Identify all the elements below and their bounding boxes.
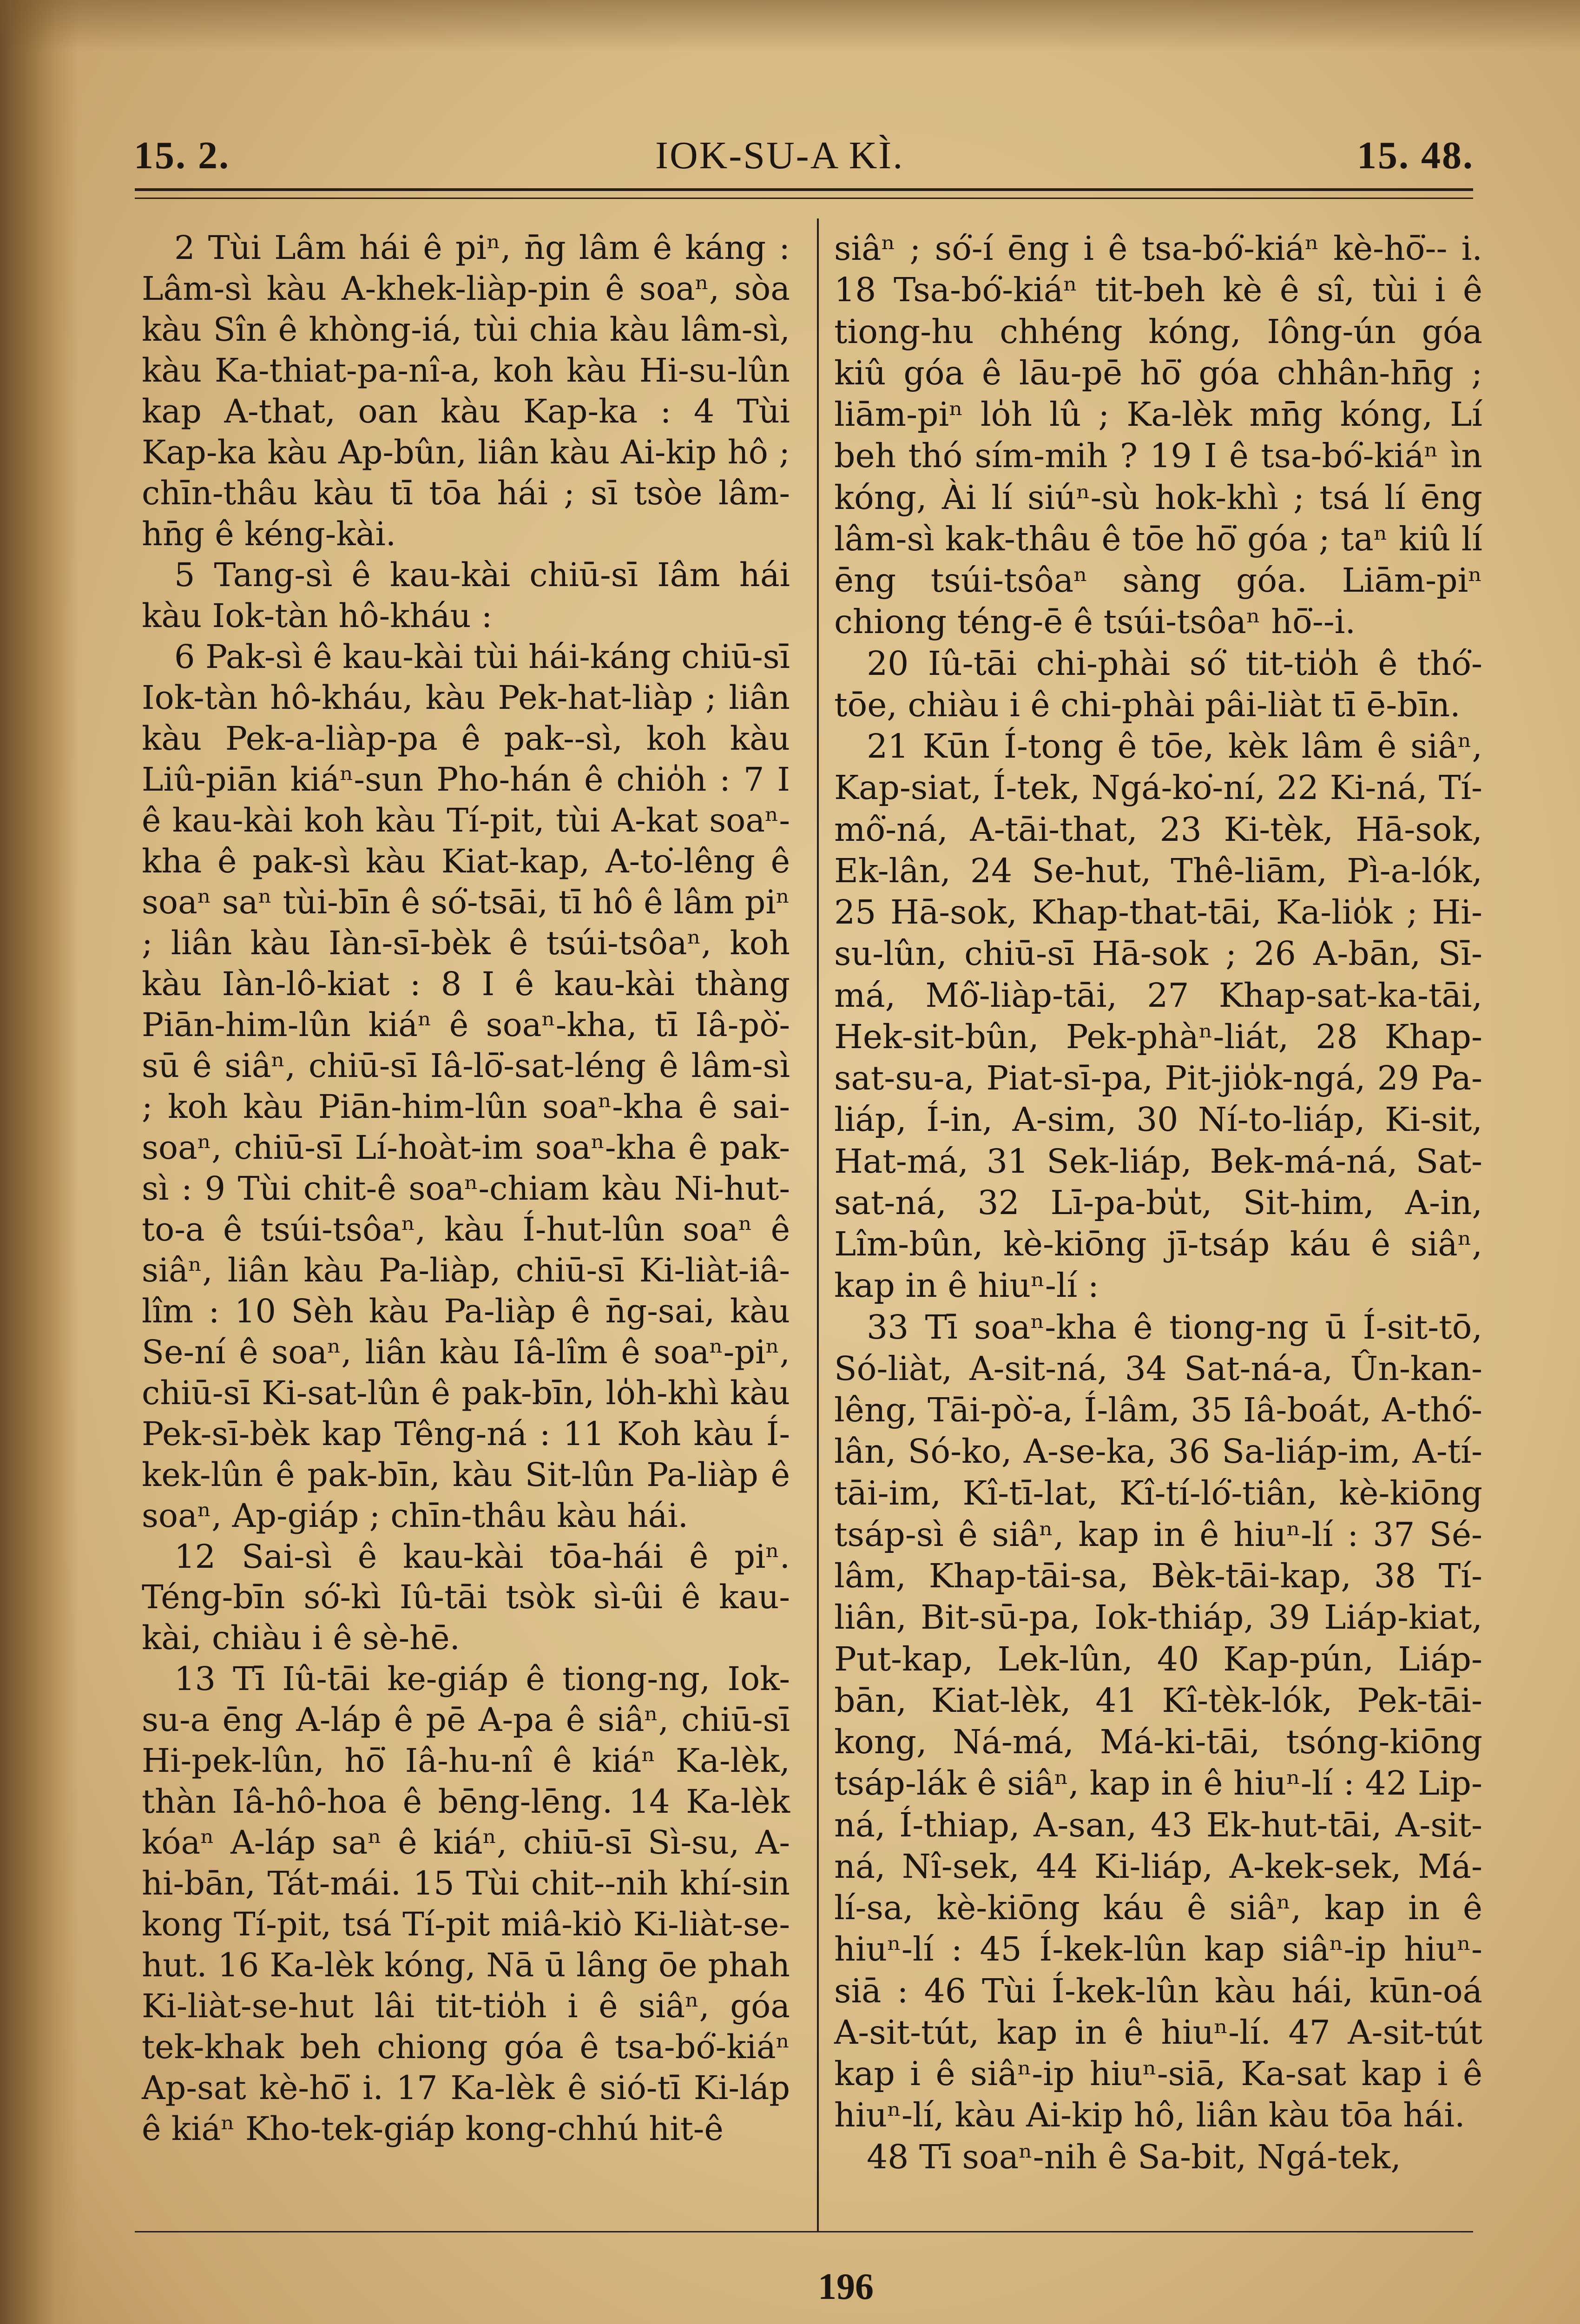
header-rule-thin [135,198,1473,199]
verse-paragraph: 12 Sai-sì ê kau-kài tōa-hái ê piⁿ. Téng-bīn só͘-kì Iû-tāi tsòk sì-ûi ê kau-kài, chiàu i ê sè-hē. [142,1537,790,1657]
running-head-left-reference: 15. 2. [134,134,230,177]
column-divider [817,218,819,2231]
verse-paragraph: 13 Tī Iû-tāi ke-giáp ê tiong-ng, Iok-su-a ēng A-láp ê pē A-pa ê siâⁿ, chiū-sī Hi-pek-lûn, hō͘ Iâ-hu-nî ê kiáⁿ Ka-lèk, thàn Iâ-hô-hoa ê bēng-lēng. 14 Ka-lèk kóaⁿ A-láp saⁿ ê kiáⁿ, chiū-sī Sì-su, A-hi-bān, Tát-mái. 15 Tùi chit--nih khí-sin kong Tí-pit, tsá Tí-pit miâ-kiò Ki-liàt-se-hut. 16 Ka-lèk kóng, Nā ū lâng ōe phah Ki-liàt-se-hut lâi tit-tio̍h i ê siâⁿ, góa tek-khak beh chiong góa ê tsa-bó͘-kiáⁿ Ap-sat kè-hō͘ i. 17 Ka-lèk ê sió-tī Ki-láp ê kiáⁿ Kho-tek-giáp kong-chhú hit-ê [142,1660,790,2148]
running-head-book-title: IOK-SU-A KÌ. [655,134,904,177]
verse-paragraph: 2 Tùi Lâm hái ê piⁿ, n̄g lâm ê káng : Lâm-sì kàu A-khek-liàp-pin ê soaⁿ, sòa kàu Sîn ê khòng-iá, tùi chia kàu lâm-sì, kàu Ka-thiat-pa-nî-a, koh kàu Hi-su-lûn kap A-that, oan kàu Kap-ka : 4 Tùi Kap-ka kàu Ap-bûn, liân kàu Ai-kip hô ; chīn-thâu kàu tī tōa hái ; sī tsòe lâm-hn̄g ê kéng-kài. [142,229,790,553]
page-top-shadow [0,0,1580,51]
verse-paragraph: 21 Kūn Í-tong ê tōe, kèk lâm ê siâⁿ, Kap-siat, Í-tek, Ngá-ko͘-ní, 22 Ki-ná, Tí-mô͘-ná, A-tāi-that, 23 Ki-tèk, Hā-sok, Ek-lân, 24 Se-hut, Thê-liām, Pì-a-lók, 25 Hā-sok, Khap-that-tāi, Ka-lio̍k ; Hi-su-lûn, chiū-sī Hā-sok ; 26 A-bān, Sī-má, Mô͘-liàp-tāi, 27 Khap-sat-ka-tāi, Hek-sit-bûn, Pek-phàⁿ-liát, 28 Khap-sat-su-a, Piat-sī-pa, Pit-jio̍k-ngá, 29 Pa-liáp, Í-in, A-sim, 30 Ní-to-liáp, Ki-sit, Hat-má, 31 Sek-liáp, Bek-má-ná, Sat-sat-ná, 32 Lī-pa-bu̍t, Sit-him, A-in, Lîm-bûn, kè-kiōng jī-tsáp káu ê siâⁿ, kap in ê hiuⁿ-lí : [834,727,1482,1305]
verse-paragraph: 48 Tī soaⁿ-nih ê Sa-bit, Ngá-tek, [867,2137,1401,2176]
verse-paragraph: 6 Pak-sì ê kau-kài tùi hái-káng chiū-sī Iok-tàn hô-kháu, kàu Pek-hat-liàp ; liân kàu Pek-a-liàp-pa ê pak--sì, koh kàu Liû-piān kiáⁿ-sun Pho-hán ê chio̍h : 7 I ê kau-kài koh kàu Tí-pit, tùi A-kat soaⁿ-kha ê pak-sì kàu Kiat-kap, A-to͘-lêng ê soaⁿ saⁿ tùi-bīn ê só͘-tsāi, tī hô ê lâm piⁿ ; liân kàu Iàn-sī-bèk ê tsúi-tsôaⁿ, koh kàu Iàn-lô-kiat : 8 I ê kau-kài thàng Piān-him-lûn kiáⁿ ê soaⁿ-kha, tī Iâ-pò͘-sū ê siâⁿ, chiū-sī Iâ-lō͘-sat-léng ê lâm-sì ; koh kàu Piān-him-lûn soaⁿ-kha ê sai-soaⁿ, chiū-sī Lí-hoàt-im soaⁿ-kha ê pak-sì : 9 Tùi chit-ê soaⁿ-chiam kàu Ni-hut-to-a ê tsúi-tsôaⁿ, kàu Í-hut-lûn soaⁿ ê siâⁿ, liân kàu Pa-liàp, chiū-sī Ki-liàt-iâ-lîm : 10 Sèh kàu Pa-liàp ê n̄g-sai, kàu Se-ní ê soaⁿ, liân kàu Iâ-lîm ê soaⁿ-piⁿ, chiū-sī Ki-sat-lûn ê pak-bīn, lo̍h-khì kàu Pek-sī-bèk kap Têng-ná : 11 Koh kàu Í-kek-lûn ê pak-bīn, kàu Sit-lûn Pa-liàp ê soaⁿ, Ap-giáp ; chīn-thâu kàu hái. [142,637,790,1535]
book-gutter-shadow [0,0,79,2324]
verse-paragraph: 20 Iû-tāi chi-phài só͘ tit-tio̍h ê thó͘-tōe, chiàu i ê chi-phài pâi-liàt tī ē-bīn. [834,644,1482,724]
running-head-right-reference: 15. 48. [1357,134,1474,177]
verse-paragraph: siâⁿ ; só͘-í ēng i ê tsa-bó͘-kiáⁿ kè-hō͘-- i. 18 Tsa-bó͘-kiáⁿ tit-beh kè ê sî, tùi i ê tiong-hu chhéng kóng, Iông-ún góa kiû góa ê lāu-pē hō͘ góa chhân-hn̄g ; liām-piⁿ lo̍h lû ; Ka-lèk mn̄g kóng, Lí beh thó sím-mih ? 19 I ê tsa-bó͘-kiáⁿ ìn kóng, Ài lí siúⁿ-sù hok-khì ; tsá lí ēng lâm-sì kak-thâu ê tōe hō͘ góa ; taⁿ kiû lí ēng tsúi-tsôaⁿ sàng góa. Liām-piⁿ chiong téng-ē ê tsúi-tsôaⁿ hō͘--i. [834,229,1482,641]
header-rule-thick [135,188,1473,191]
left-text-column [142,228,790,2150]
footer-rule [135,2231,1473,2232]
page-number: 196 [818,2266,874,2307]
right-text-column [834,228,1482,2178]
verse-paragraph: 5 Tang-sì ê kau-kài chiū-sī Iâm hái kàu Iok-tàn hô-kháu : [142,555,790,635]
verse-paragraph: 33 Tī soaⁿ-kha ê tiong-ng ū Í-sit-tō, Só-liàt, A-sit-ná, 34 Sat-ná-a, Ûn-kan-lêng, Tāi-pò͘-a, Í-lâm, 35 Iâ-boát, A-thó͘-lân, Só-ko, A-se-ka, 36 Sa-liáp-im, A-tí-tāi-im, Kî-tī-lat, Kî-tí-ló͘-tiân, kè-kiōng tsáp-sì ê siâⁿ, kap in ê hiuⁿ-lí : 37 Sé-lâm, Khap-tāi-sa, Bèk-tāi-kap, 38 Tí-liân, Bit-sū-pa, Iok-thiáp, 39 Liáp-kiat, Put-kap, Lek-lûn, 40 Kap-pún, Liáp-bān, Kiat-lèk, 41 Kî-tèk-lók, Pek-tāi-kong, Ná-má, Má-ki-tāi, tsóng-kiōng tsáp-lák ê siâⁿ, kap in ê hiuⁿ-lí : 42 Lip-ná, Í-thiap, A-san, 43 Ek-hut-tāi, A-sit-ná, Nî-sek, 44 Ki-liáp, A-kek-sek, Má-lí-sa, kè-kiōng káu ê siâⁿ, kap in ê hiuⁿ-lí : 45 Í-kek-lûn kap siâⁿ-ip hiuⁿ-siā : 46 Tùi Í-kek-lûn kàu hái, kūn-oá A-sit-tút, kap in ê hiuⁿ-lí. 47 A-sit-tút kap i ê siâⁿ-ip hiuⁿ-siā, Ka-sat kap i ê hiuⁿ-lí, kàu Ai-kip hô, liân kàu tōa hái. [834,1307,1482,2135]
